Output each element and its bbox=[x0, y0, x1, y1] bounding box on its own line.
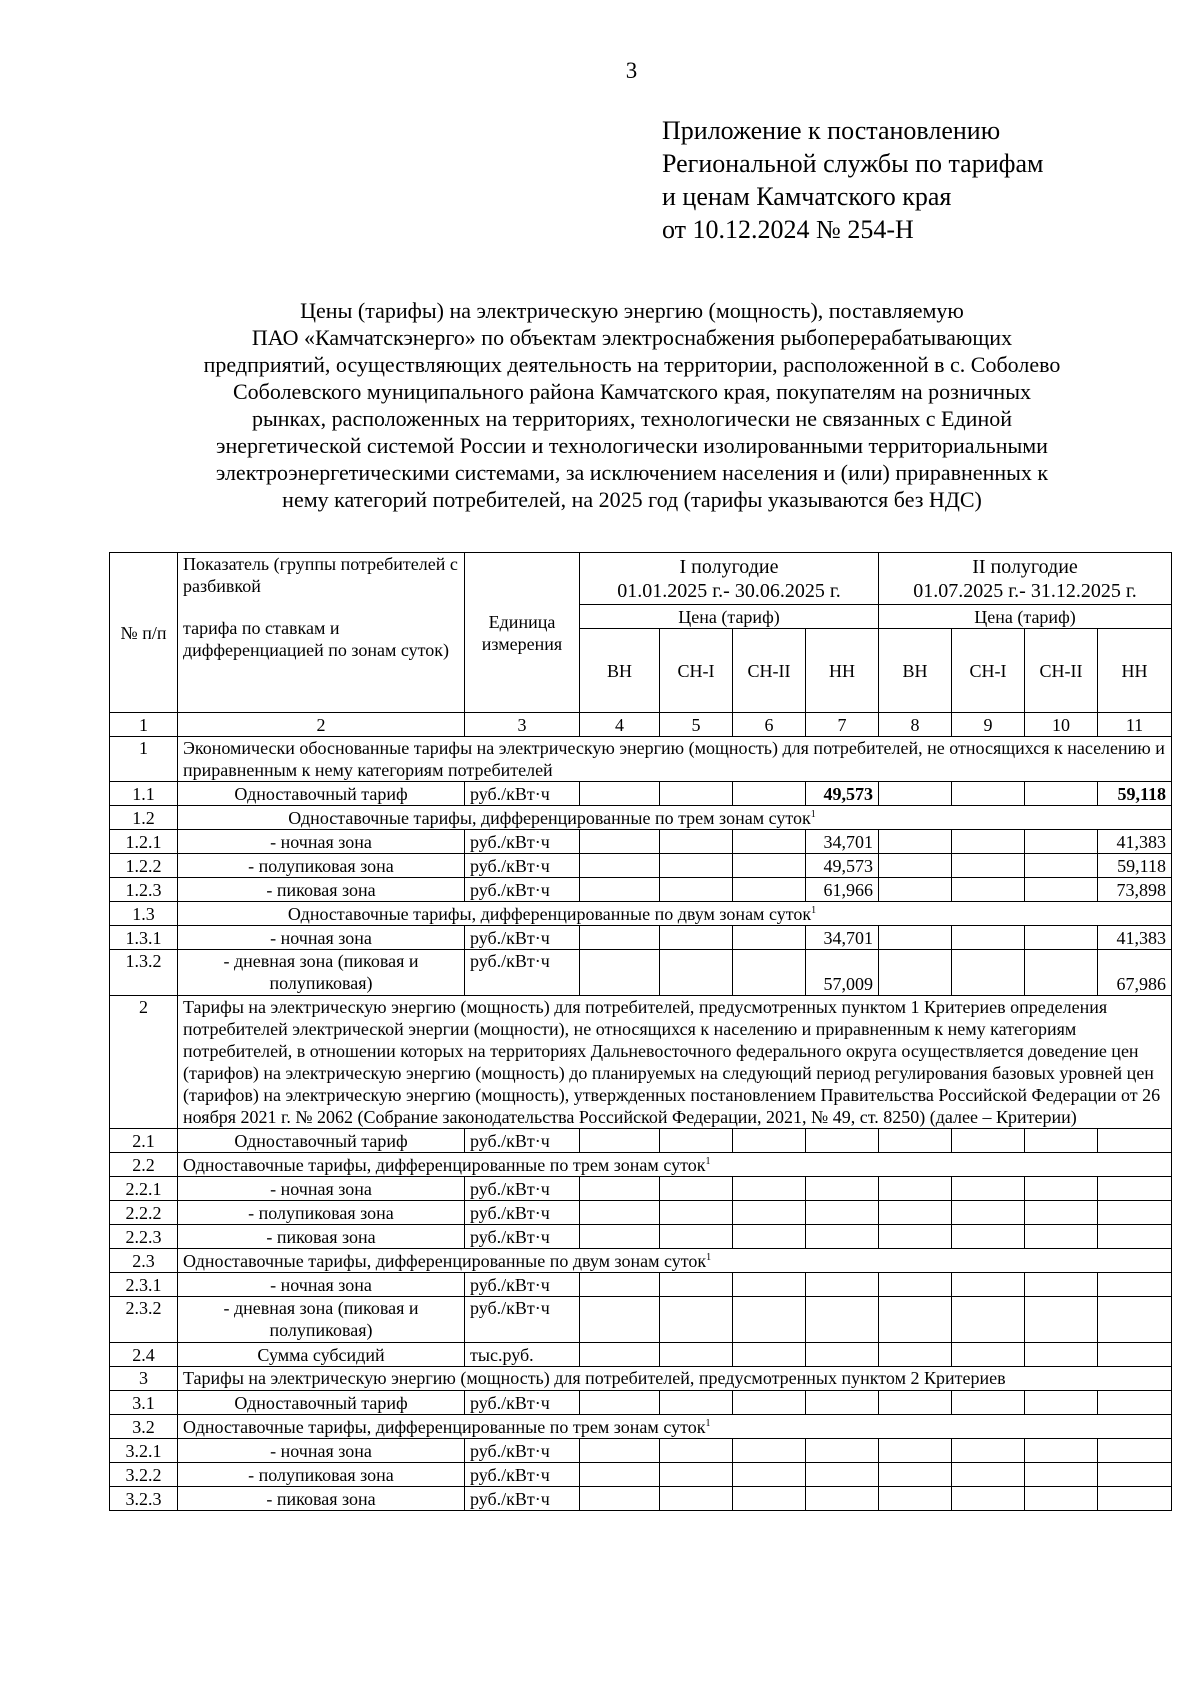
row-number: 2.3.1 bbox=[110, 1273, 178, 1297]
header-price-1: Цена (тариф) bbox=[580, 605, 879, 629]
price-cell-h1 bbox=[733, 1225, 806, 1249]
price-nn-h2 bbox=[1098, 1487, 1172, 1511]
price-cell-h1 bbox=[660, 926, 733, 950]
price-cell-h2 bbox=[879, 830, 952, 854]
row-number: 3.2.2 bbox=[110, 1463, 178, 1487]
price-cell-h2 bbox=[879, 926, 952, 950]
table-row bbox=[110, 878, 1172, 902]
price-cell-h2 bbox=[952, 1343, 1025, 1367]
price-cell-h2 bbox=[1025, 1297, 1098, 1343]
price-nn-h2: 67,986 bbox=[1098, 950, 1172, 996]
row-number: 1.2.2 bbox=[110, 854, 178, 878]
price-cell-h1 bbox=[660, 950, 733, 996]
price-cell-h1 bbox=[733, 1201, 806, 1225]
price-cell-h2 bbox=[952, 830, 1025, 854]
price-nn-h1 bbox=[806, 1487, 879, 1511]
col-number: 2 bbox=[178, 713, 465, 737]
table-row bbox=[110, 950, 1172, 996]
price-cell-h1 bbox=[733, 830, 806, 854]
unit: руб./кВт·ч bbox=[465, 854, 580, 878]
document-title bbox=[109, 297, 1155, 513]
price-cell-h1 bbox=[733, 782, 806, 806]
price-cell-h1 bbox=[660, 830, 733, 854]
header-unit: Единица измерения bbox=[465, 553, 580, 713]
price-cell-h1 bbox=[660, 1177, 733, 1201]
unit: руб./кВт·ч bbox=[465, 830, 580, 854]
price-cell-h1 bbox=[733, 926, 806, 950]
price-nn-h2 bbox=[1098, 1391, 1172, 1415]
price-cell-h2 bbox=[1025, 830, 1098, 854]
indicator-name: - пиковая зона bbox=[178, 1487, 465, 1511]
price-cell-h2 bbox=[952, 926, 1025, 950]
price-cell-h2 bbox=[1025, 1177, 1098, 1201]
price-cell-h2 bbox=[1025, 1273, 1098, 1297]
indicator-name: Одноставочный тариф bbox=[178, 1129, 465, 1153]
appendix-header bbox=[662, 114, 1043, 246]
half-1-title: I полугодие bbox=[679, 555, 779, 578]
row-number: 2.1 bbox=[110, 1129, 178, 1153]
price-cell-h1 bbox=[580, 1273, 660, 1297]
header-level-vn-2: ВН bbox=[879, 629, 952, 713]
indicator-name: - полупиковая зона bbox=[178, 854, 465, 878]
header-price-2: Цена (тариф) bbox=[879, 605, 1172, 629]
group-title-text: Одноставочные тарифы, дифференцированные по трем зонам суток bbox=[183, 1154, 706, 1175]
price-nn-h1 bbox=[806, 1201, 879, 1225]
tariff-table bbox=[109, 552, 1172, 1511]
price-cell-h2 bbox=[1025, 1487, 1098, 1511]
price-cell-h1 bbox=[733, 950, 806, 996]
unit: руб./кВт·ч bbox=[465, 926, 580, 950]
appendix-line: Приложение к постановлению bbox=[662, 116, 1001, 145]
header-level-sn2-1: СН-II bbox=[733, 629, 806, 713]
price-cell-h2 bbox=[879, 1343, 952, 1367]
table-row bbox=[110, 830, 1172, 854]
price-cell-h1 bbox=[580, 950, 660, 996]
col-number: 8 bbox=[879, 713, 952, 737]
price-nn-h1 bbox=[806, 1225, 879, 1249]
price-nn-h2: 59,118 bbox=[1098, 854, 1172, 878]
price-cell-h1 bbox=[580, 1487, 660, 1511]
section-text: Экономически обоснованные тарифы на электрическую энергию (мощность) для потребителей, не относящихся к населению и приравненным к нему категориям потребителей bbox=[178, 737, 1172, 782]
price-cell-h2 bbox=[952, 1297, 1025, 1343]
price-cell-h2 bbox=[952, 782, 1025, 806]
unit: руб./кВт·ч bbox=[465, 1463, 580, 1487]
group-title-text: Одноставочные тарифы, дифференцированные по двум зонам суток bbox=[183, 1250, 707, 1271]
row-number: 1.2.1 bbox=[110, 830, 178, 854]
price-cell-h1 bbox=[733, 878, 806, 902]
price-cell-h2 bbox=[952, 1201, 1025, 1225]
group-title bbox=[178, 902, 1172, 926]
title-line: Цены (тарифы) на электрическую энергию (мощность), поставляемую bbox=[300, 298, 964, 323]
price-nn-h1 bbox=[806, 1177, 879, 1201]
header-level-sn2-2: СН-II bbox=[1025, 629, 1098, 713]
col-number: 9 bbox=[952, 713, 1025, 737]
price-cell-h2 bbox=[1025, 1225, 1098, 1249]
price-cell-h1 bbox=[660, 1129, 733, 1153]
title-line: электроэнергетическими системами, за исключением населения и (или) приравненных к bbox=[215, 460, 1049, 485]
price-cell-h1 bbox=[580, 1177, 660, 1201]
table-row bbox=[110, 1343, 1172, 1367]
unit: руб./кВт·ч bbox=[465, 1177, 580, 1201]
price-cell-h1 bbox=[660, 1463, 733, 1487]
header-num: № п/п bbox=[110, 553, 178, 713]
price-cell-h1 bbox=[580, 854, 660, 878]
unit: руб./кВт·ч bbox=[465, 878, 580, 902]
row-number: 2.2.1 bbox=[110, 1177, 178, 1201]
header-indicator bbox=[178, 553, 465, 713]
price-cell-h2 bbox=[1025, 1439, 1098, 1463]
price-nn-h2: 41,383 bbox=[1098, 830, 1172, 854]
price-cell-h2 bbox=[952, 1391, 1025, 1415]
row-number: 1 bbox=[110, 737, 178, 782]
price-cell-h2 bbox=[879, 1201, 952, 1225]
price-cell-h1 bbox=[733, 1273, 806, 1297]
unit: руб./кВт·ч bbox=[465, 782, 580, 806]
price-cell-h2 bbox=[952, 1177, 1025, 1201]
price-cell-h2 bbox=[1025, 782, 1098, 806]
price-cell-h2 bbox=[879, 1129, 952, 1153]
unit: руб./кВт·ч bbox=[465, 1201, 580, 1225]
indicator-name: - дневная зона (пиковая и полупиковая) bbox=[178, 1297, 465, 1343]
table-row bbox=[110, 1487, 1172, 1511]
price-cell-h2 bbox=[879, 1487, 952, 1511]
table-row bbox=[110, 806, 1172, 830]
row-number: 2 bbox=[110, 996, 178, 1129]
price-cell-h2 bbox=[1025, 926, 1098, 950]
price-nn-h1 bbox=[806, 1391, 879, 1415]
half-2-dates: 01.07.2025 г.- 31.12.2025 г. bbox=[913, 579, 1137, 602]
price-cell-h1 bbox=[580, 1463, 660, 1487]
indicator-name: - ночная зона bbox=[178, 1439, 465, 1463]
table-row bbox=[110, 1153, 1172, 1177]
price-cell-h1 bbox=[733, 1297, 806, 1343]
price-cell-h2 bbox=[952, 1439, 1025, 1463]
indicator-name: - полупиковая зона bbox=[178, 1463, 465, 1487]
price-cell-h2 bbox=[879, 854, 952, 878]
price-cell-h2 bbox=[952, 1129, 1025, 1153]
price-nn-h1 bbox=[806, 1273, 879, 1297]
price-cell-h1 bbox=[660, 1297, 733, 1343]
group-title bbox=[178, 1153, 1172, 1177]
table-row bbox=[110, 1249, 1172, 1273]
table-row bbox=[110, 1201, 1172, 1225]
price-cell-h2 bbox=[1025, 1463, 1098, 1487]
row-number: 3.2 bbox=[110, 1415, 178, 1439]
price-cell-h1 bbox=[580, 926, 660, 950]
price-cell-h2 bbox=[879, 1225, 952, 1249]
table-row bbox=[110, 1297, 1172, 1343]
col-number: 7 bbox=[806, 713, 879, 737]
price-cell-h1 bbox=[733, 1463, 806, 1487]
price-nn-h1 bbox=[806, 1129, 879, 1153]
row-number: 2.2 bbox=[110, 1153, 178, 1177]
price-cell-h2 bbox=[952, 1225, 1025, 1249]
group-title bbox=[178, 806, 1172, 830]
price-nn-h2 bbox=[1098, 1273, 1172, 1297]
indicator-name: - ночная зона bbox=[178, 1177, 465, 1201]
price-cell-h1 bbox=[660, 1273, 733, 1297]
table-row bbox=[110, 1225, 1172, 1249]
price-cell-h1 bbox=[660, 782, 733, 806]
price-cell-h2 bbox=[879, 1439, 952, 1463]
price-cell-h1 bbox=[733, 1391, 806, 1415]
price-cell-h2 bbox=[879, 950, 952, 996]
table-row bbox=[110, 782, 1172, 806]
header-level-sn1-1: СН-I bbox=[660, 629, 733, 713]
table-row bbox=[110, 1463, 1172, 1487]
price-cell-h1 bbox=[660, 1439, 733, 1463]
price-nn-h1 bbox=[806, 1439, 879, 1463]
price-cell-h2 bbox=[1025, 950, 1098, 996]
price-nn-h1: 34,701 bbox=[806, 830, 879, 854]
group-title-text: Одноставочные тарифы, дифференцированные по двум зонам суток bbox=[287, 903, 812, 924]
price-cell-h2 bbox=[1025, 1391, 1098, 1415]
row-number: 2.3.2 bbox=[110, 1297, 178, 1343]
row-number: 1.2 bbox=[110, 806, 178, 830]
price-nn-h1 bbox=[806, 1463, 879, 1487]
indicator-name: - ночная зона bbox=[178, 830, 465, 854]
price-cell-h2 bbox=[879, 878, 952, 902]
header-level-nn-1: НН bbox=[806, 629, 879, 713]
indicator-name: - ночная зона bbox=[178, 926, 465, 950]
title-line: рынках, расположенных на территориях, технологически не связанных с Единой bbox=[252, 406, 1012, 431]
indicator-name: - дневная зона (пиковая и полупиковая) bbox=[178, 950, 465, 996]
header-half-1 bbox=[580, 553, 879, 605]
header-level-nn-2: НН bbox=[1098, 629, 1172, 713]
title-line: нему категорий потребителей, на 2025 год (тарифы указываются без НДС) bbox=[282, 487, 982, 512]
price-cell-h1 bbox=[580, 878, 660, 902]
col-number: 4 bbox=[580, 713, 660, 737]
title-line: энергетической системой России и технологически изолированными территориальными bbox=[216, 433, 1048, 458]
table-row bbox=[110, 1367, 1172, 1391]
group-title-text: Одноставочные тарифы, дифференцированные по трем зонам суток bbox=[183, 1416, 706, 1437]
price-cell-h1 bbox=[660, 1391, 733, 1415]
title-line: ПАО «Камчатскэнерго» по объектам электроснабжения рыбоперерабатывающих bbox=[251, 325, 1013, 350]
table-row bbox=[110, 1129, 1172, 1153]
price-cell-h1 bbox=[580, 1439, 660, 1463]
price-cell-h2 bbox=[1025, 1343, 1098, 1367]
price-cell-h2 bbox=[1025, 854, 1098, 878]
indicator-name: Одноставочный тариф bbox=[178, 782, 465, 806]
unit: тыс.руб. bbox=[465, 1343, 580, 1367]
price-cell-h2 bbox=[879, 1273, 952, 1297]
price-nn-h1 bbox=[806, 1343, 879, 1367]
price-cell-h1 bbox=[660, 1487, 733, 1511]
header-level-sn1-2: СН-I bbox=[952, 629, 1025, 713]
price-cell-h2 bbox=[952, 1463, 1025, 1487]
price-nn-h2 bbox=[1098, 1463, 1172, 1487]
price-cell-h1 bbox=[580, 830, 660, 854]
footnote-mark: 1 bbox=[810, 808, 816, 820]
indicator-name: - пиковая зона bbox=[178, 1225, 465, 1249]
table-row bbox=[110, 737, 1172, 782]
group-title bbox=[178, 1249, 1172, 1273]
price-cell-h1 bbox=[733, 1439, 806, 1463]
col-number: 11 bbox=[1098, 713, 1172, 737]
footnote-mark: 1 bbox=[811, 904, 817, 916]
price-cell-h1 bbox=[733, 1177, 806, 1201]
section-text: Тарифы на электрическую энергию (мощность) для потребителей, предусмотренных пунктом 2 Критериев bbox=[178, 1367, 1172, 1391]
group-title bbox=[178, 1415, 1172, 1439]
unit: руб./кВт·ч bbox=[465, 1297, 580, 1343]
half-2-title: II полугодие bbox=[972, 555, 1078, 578]
unit: руб./кВт·ч bbox=[465, 1487, 580, 1511]
price-nn-h2 bbox=[1098, 1201, 1172, 1225]
price-nn-h2 bbox=[1098, 1129, 1172, 1153]
table-row bbox=[110, 1273, 1172, 1297]
header-half-2 bbox=[879, 553, 1172, 605]
indicator-name: - полупиковая зона bbox=[178, 1201, 465, 1225]
price-nn-h2 bbox=[1098, 1225, 1172, 1249]
unit: руб./кВт·ч bbox=[465, 1129, 580, 1153]
unit: руб./кВт·ч bbox=[465, 1391, 580, 1415]
price-nn-h1: 49,573 bbox=[806, 854, 879, 878]
row-number: 3.1 bbox=[110, 1391, 178, 1415]
row-number: 2.4 bbox=[110, 1343, 178, 1367]
page-number: 3 bbox=[625, 58, 638, 83]
price-cell-h1 bbox=[733, 854, 806, 878]
table-row bbox=[110, 1415, 1172, 1439]
col-number: 10 bbox=[1025, 713, 1098, 737]
price-nn-h2 bbox=[1098, 1343, 1172, 1367]
appendix-line: от 10.12.2024 № 254-Н bbox=[662, 215, 914, 244]
col-number: 1 bbox=[110, 713, 178, 737]
row-number: 2.2.2 bbox=[110, 1201, 178, 1225]
table-row bbox=[110, 996, 1172, 1129]
price-nn-h1: 57,009 bbox=[806, 950, 879, 996]
price-nn-h2: 59,118 bbox=[1098, 782, 1172, 806]
price-cell-h2 bbox=[952, 950, 1025, 996]
price-cell-h1 bbox=[580, 1201, 660, 1225]
indicator-name: - ночная зона bbox=[178, 1273, 465, 1297]
row-number: 1.1 bbox=[110, 782, 178, 806]
price-cell-h1 bbox=[660, 878, 733, 902]
price-cell-h1 bbox=[580, 1391, 660, 1415]
title-line: Соболевского муниципального района Камчатского края, покупателям на розничных bbox=[233, 379, 1031, 404]
price-nn-h1: 49,573 bbox=[806, 782, 879, 806]
footnote-mark: 1 bbox=[705, 1155, 711, 1167]
section-text: Тарифы на электрическую энергию (мощность) для потребителей, предусмотренных пунктом 1 Критериев определения потребителей электрической энергии (мощности), не относящихся к населению и приравненным к нему категориям потребителей, в отношении которых на территориях Дальневосточного федерального округа осуществляется доведение цен (тарифов) на электрическую энергию (мощность) до планируемых на следующий период регулирования базовых уровней цен (тарифов) на электрическую энергию (мощность), утвержденных постановлением Правительства Российской Федерации от 26 ноября 2021 г. № 2062 (Собрание законодательства Российской Федерации, 2021, № 49, ст. 8250) (далее – Критерии) bbox=[178, 996, 1172, 1129]
price-cell-h1 bbox=[660, 1343, 733, 1367]
price-cell-h1 bbox=[580, 782, 660, 806]
unit: руб./кВт·ч bbox=[465, 950, 580, 996]
col-number: 6 bbox=[733, 713, 806, 737]
price-nn-h2: 41,383 bbox=[1098, 926, 1172, 950]
appendix-line: и ценам Камчатского края bbox=[662, 182, 952, 211]
price-nn-h2 bbox=[1098, 1439, 1172, 1463]
row-number: 3 bbox=[110, 1367, 178, 1391]
footnote-mark: 1 bbox=[706, 1251, 712, 1263]
table-row bbox=[110, 854, 1172, 878]
unit: руб./кВт·ч bbox=[465, 1439, 580, 1463]
price-cell-h2 bbox=[879, 1391, 952, 1415]
price-cell-h1 bbox=[660, 1225, 733, 1249]
table-row bbox=[110, 1439, 1172, 1463]
table-row bbox=[110, 902, 1172, 926]
unit: руб./кВт·ч bbox=[465, 1225, 580, 1249]
indicator-name: Одноставочный тариф bbox=[178, 1391, 465, 1415]
price-nn-h2 bbox=[1098, 1297, 1172, 1343]
row-number: 2.2.3 bbox=[110, 1225, 178, 1249]
price-cell-h1 bbox=[733, 1487, 806, 1511]
price-nn-h1: 34,701 bbox=[806, 926, 879, 950]
price-cell-h2 bbox=[952, 1487, 1025, 1511]
row-number: 3.2.3 bbox=[110, 1487, 178, 1511]
half-1-dates: 01.01.2025 г.- 30.06.2025 г. bbox=[617, 579, 841, 602]
row-number: 2.3 bbox=[110, 1249, 178, 1273]
table-row bbox=[110, 926, 1172, 950]
price-nn-h1 bbox=[806, 1297, 879, 1343]
row-number: 1.3.1 bbox=[110, 926, 178, 950]
price-cell-h2 bbox=[952, 1273, 1025, 1297]
col-number: 5 bbox=[660, 713, 733, 737]
price-cell-h2 bbox=[1025, 1201, 1098, 1225]
price-cell-h1 bbox=[580, 1343, 660, 1367]
price-cell-h2 bbox=[1025, 1129, 1098, 1153]
price-nn-h2: 73,898 bbox=[1098, 878, 1172, 902]
group-title-text: Одноставочные тарифы, дифференцированные по трем зонам суток bbox=[288, 807, 811, 828]
price-cell-h1 bbox=[660, 854, 733, 878]
price-cell-h2 bbox=[879, 782, 952, 806]
price-cell-h1 bbox=[733, 1343, 806, 1367]
indicator-name: - пиковая зона bbox=[178, 878, 465, 902]
tariff-table-body bbox=[110, 737, 1172, 1511]
footnote-mark: 1 bbox=[705, 1417, 711, 1429]
header-indicator-b: тарифа по ставкам и дифференциацией по зонам суток) bbox=[183, 618, 450, 660]
row-number: 1.3 bbox=[110, 902, 178, 926]
row-number: 1.2.3 bbox=[110, 878, 178, 902]
price-cell-h2 bbox=[952, 878, 1025, 902]
price-cell-h2 bbox=[879, 1463, 952, 1487]
price-cell-h1 bbox=[580, 1297, 660, 1343]
unit: руб./кВт·ч bbox=[465, 1273, 580, 1297]
title-line: предприятий, осуществляющих деятельность на территории, расположенной в с. Соболево bbox=[203, 352, 1061, 377]
appendix-line: Региональной службы по тарифам bbox=[662, 149, 1044, 178]
price-cell-h2 bbox=[879, 1177, 952, 1201]
row-number: 3.2.1 bbox=[110, 1439, 178, 1463]
price-nn-h1: 61,966 bbox=[806, 878, 879, 902]
table-row bbox=[110, 1391, 1172, 1415]
price-cell-h2 bbox=[1025, 878, 1098, 902]
indicator-name: Сумма субсидий bbox=[178, 1343, 465, 1367]
header-level-vn-1: ВН bbox=[580, 629, 660, 713]
table-row bbox=[110, 1177, 1172, 1201]
price-cell-h1 bbox=[660, 1201, 733, 1225]
col-number: 3 bbox=[465, 713, 580, 737]
price-cell-h1 bbox=[580, 1129, 660, 1153]
price-cell-h2 bbox=[879, 1297, 952, 1343]
header-indicator-a: Показатель (группы потребителей с разбивкой bbox=[183, 554, 458, 596]
price-cell-h1 bbox=[733, 1129, 806, 1153]
price-cell-h2 bbox=[952, 854, 1025, 878]
row-number: 1.3.2 bbox=[110, 950, 178, 996]
price-cell-h1 bbox=[580, 1225, 660, 1249]
price-nn-h2 bbox=[1098, 1177, 1172, 1201]
